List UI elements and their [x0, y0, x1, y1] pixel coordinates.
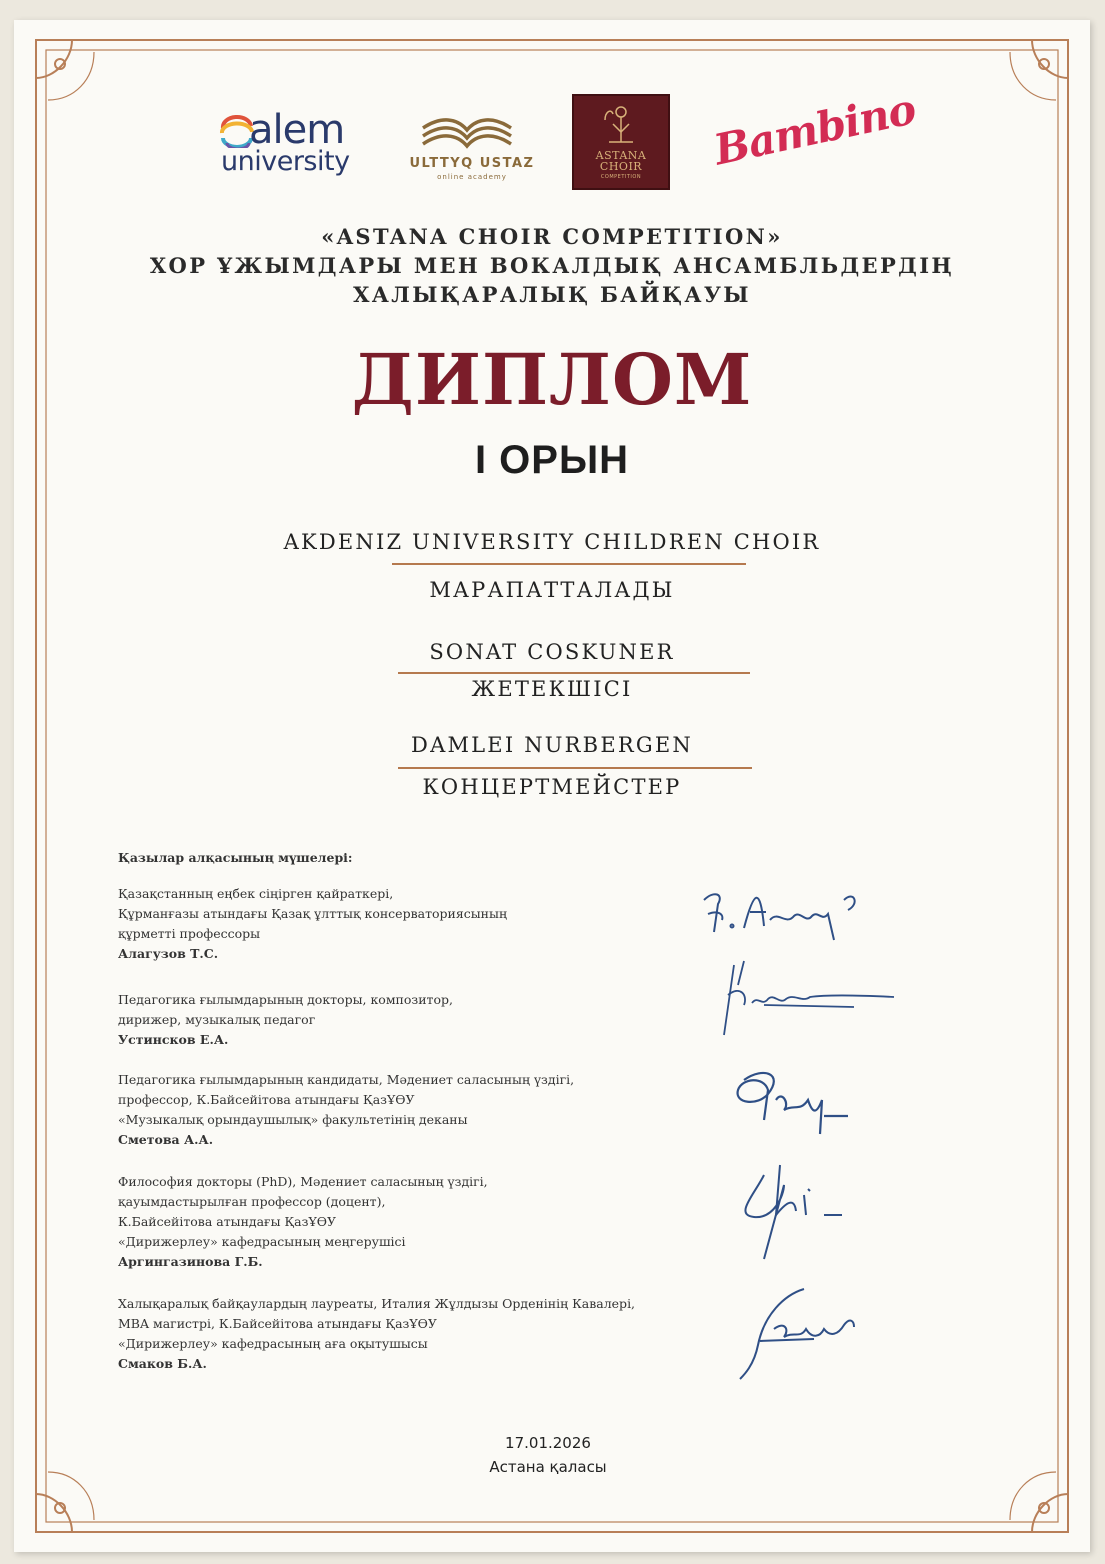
ulttyq-ustaz-subtitle: online academy [437, 173, 507, 181]
signature-5 [714, 1275, 874, 1385]
university-wordmark: university [221, 146, 350, 177]
ulttyq-ustaz-logo [402, 112, 542, 182]
jury-member-2 [118, 990, 453, 1050]
competition-title: «ASTANA CHOIR COMPETITION» [321, 224, 783, 249]
jury-member-5-name: Смаков Б.А. [118, 1356, 207, 1371]
diploma-title: ДИПЛОМ [351, 338, 753, 421]
jury-member-4-line1: Философия докторы (PhD), Мәдениет саласының үздігі, [118, 1174, 488, 1189]
choir-logo-line2: CHOIR [599, 160, 643, 173]
jury-member-3-line3: «Музыкалық орындаушылық» факультетінің деканы [118, 1112, 468, 1127]
jury-member-1-line1: Қазақстанның еңбек сіңірген қайраткері, [118, 886, 394, 901]
leader-label: ЖЕТЕКШІСІ [471, 677, 633, 701]
jury-member-1-name: Алагузов Т.С. [118, 946, 219, 961]
leader-name: SONAT COSKUNER [429, 640, 675, 664]
jury-member-3 [118, 1070, 574, 1150]
signature-1 [694, 870, 884, 950]
jury-member-4-line3: К.Байсейітова атындағы ҚазҰӨУ [118, 1214, 336, 1229]
jury-member-3-name: Сметова А.А. [118, 1132, 214, 1147]
signature-4 [724, 1155, 874, 1265]
jury-member-1-line2: Құрманғазы атындағы Қазақ ұлттық консерваториясының [118, 906, 507, 921]
jury-member-2-line1: Педагогика ғылымдарының докторы, композитор, [118, 992, 453, 1007]
jury-member-5-line2: MBA магистрі, К.Байсейітова атындағы ҚазҰӨУ [118, 1316, 437, 1331]
accompanist-label: КОНЦЕРТМЕЙСТЕР [422, 775, 682, 799]
jury-member-5 [118, 1294, 635, 1374]
jury-member-3-line2: профессор, К.Байсейітова атындағы ҚазҰӨУ [118, 1092, 415, 1107]
choir-logo-line1: ASTANA [595, 149, 647, 162]
jury-member-3-line1: Педагогика ғылымдарының кандидаты, Мәдениет саласының үздігі, [118, 1072, 575, 1087]
awardee-underline [392, 563, 746, 565]
open-book-icon [417, 112, 517, 152]
awardee-name: AKDENIZ UNIVERSITY CHILDREN CHOIR [283, 530, 821, 554]
alem-university-logo [219, 107, 359, 180]
jury-member-1-line3: құрметті профессоры [118, 926, 261, 941]
jury-title: Қазылар алқасының мүшелері: [118, 850, 353, 865]
jury-member-2-name: Устинсков Е.А. [118, 1032, 229, 1047]
jury-member-4-line2: қауымдастырылған профессор (доцент), [118, 1194, 386, 1209]
place-title: I ОРЫН [474, 438, 630, 482]
jury-member-4-name: Аргингазинова Г.Б. [118, 1254, 263, 1269]
award-city: Астана қаласы [489, 1458, 607, 1476]
accompanist-name: DAMLEI NURBERGEN [411, 733, 693, 757]
diploma-page [14, 20, 1090, 1552]
jury-member-2-line2: дирижер, музыкалық педагог [118, 1012, 316, 1027]
alem-wordmark: alem [249, 107, 345, 153]
accompanist-underline [398, 767, 752, 769]
jury-member-5-line1: Халықаралық байқаулардың лауреаты, Италия Жұлдызы Орденінің Кавалері, [118, 1296, 636, 1311]
leader-underline [398, 672, 750, 674]
awarded-label: МАРАПАТТАЛАДЫ [429, 578, 675, 602]
signature-3 [724, 1060, 874, 1140]
bambino-wordmark: Bambino [709, 84, 920, 175]
competition-subtitle-line2: ХАЛЫҚАРАЛЫҚ БАЙҚАУЫ [353, 282, 751, 307]
choir-emblem-icon [601, 102, 641, 146]
ulttyq-ustaz-wordmark: ULTTYQ USTAZ [409, 156, 535, 171]
jury-member-4 [118, 1172, 488, 1272]
signature-2 [704, 955, 904, 1045]
award-date: 17.01.2026 [505, 1434, 591, 1452]
jury-member-1 [118, 884, 507, 964]
astana-choir-competition-logo [572, 94, 670, 190]
choir-logo-subtitle: COMPETITION [600, 174, 642, 180]
competition-subtitle-line1: ХОР ҰЖЫМДАРЫ МЕН ВОКАЛДЫҚ АНСАМБЛЬДЕРДІҢ [149, 253, 955, 278]
jury-member-5-line3: «Дирижерлеу» кафедрасының аға оқытушысы [118, 1336, 428, 1351]
jury-member-4-line4: «Дирижерлеу» кафедрасының меңгерушісі [118, 1234, 406, 1249]
